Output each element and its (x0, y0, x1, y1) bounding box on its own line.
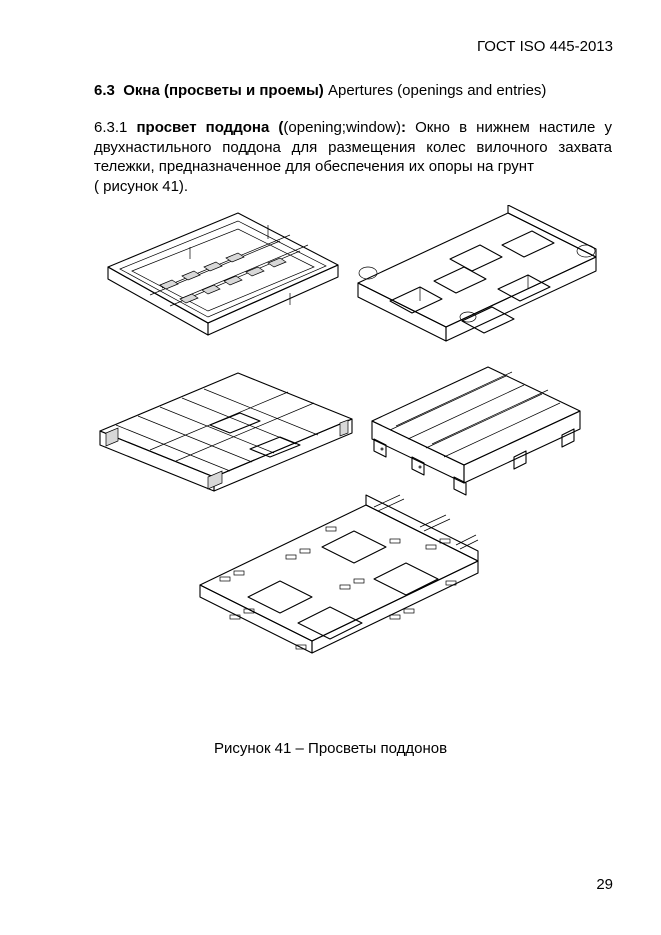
clause-term: просвет поддона (136, 119, 270, 136)
section-title-ru: Окна (просветы и проемы) (123, 82, 324, 99)
clause-line1-rest: Окно в нижнем настиле у (415, 119, 613, 136)
pallet-middle-left (100, 373, 352, 491)
section-number: 6.3 (94, 82, 115, 99)
clause-line-4: ( рисунок 41). (94, 177, 189, 195)
page-number: 29 (596, 876, 613, 893)
clause-term-en: ((opening;window): (278, 119, 406, 136)
section-title-en: Apertures (openings and entries) (327, 82, 547, 99)
clause-number: 6.3.1 (94, 119, 128, 136)
pallet-top-right (358, 205, 596, 341)
pallet-illustrations (90, 205, 610, 700)
pallet-top-left (108, 213, 338, 335)
figure-caption: Рисунок 41 – Просветы поддонов (213, 740, 448, 757)
clause-paragraph (94, 118, 612, 196)
clause-line-1 (94, 118, 612, 138)
section-heading (94, 82, 546, 99)
pallet-middle-right (372, 367, 580, 495)
clause-line-2: двухнастильного поддона для размещения колес вилочного захвата (94, 138, 612, 156)
clause-line-3: тележки, предназначенное для обеспечения их опоры на грунт (94, 158, 534, 175)
document-header: ГОСТ ISO 445-2013 (476, 38, 613, 55)
figure-41 (90, 205, 610, 700)
pallet-bottom (200, 495, 478, 653)
